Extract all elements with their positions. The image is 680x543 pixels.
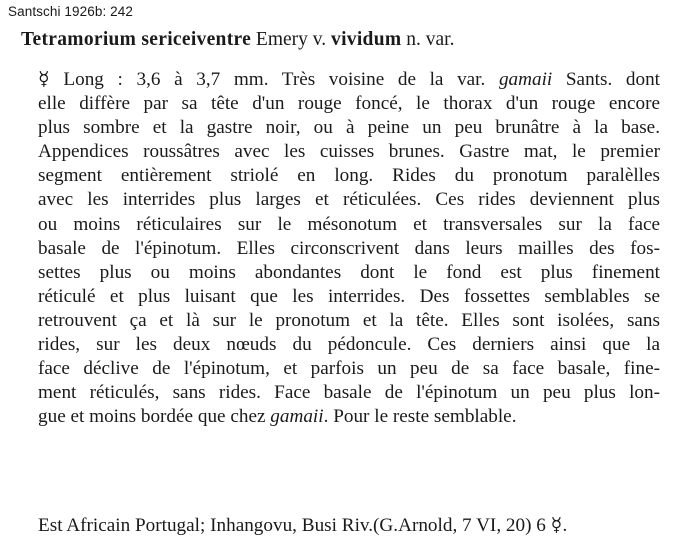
taxon-rank: n. var. [406, 29, 455, 50]
text-line: segment entièrement striolé en long. Rides du pronotum paralèlles [38, 165, 660, 187]
text-line: elle diffère par sa tête d'un rouge foncé, le thorax d'un rouge encore [38, 93, 660, 115]
variety-name: vividum [331, 29, 402, 50]
text-line: basale de l'épinotum. Elles circonscrivent dans leurs mailles des fos- [38, 237, 660, 259]
italic-term: gamaii [270, 406, 324, 428]
locality-line: Est Africain Portugal; Inhangovu, Busi Riv.(G.Arnold, 7 VI, 20) 6 ☿. [38, 515, 568, 536]
text-line: face déclive de l'épinotum, et parfois un peu de sa face basale, fine- [38, 358, 660, 380]
text-line: ou moins réticulaires sur le mésonotum et transversales sur la face [38, 213, 660, 235]
text-line: ment réticulés, sans rides. Face basale de l'épinotum un peu plus lon- [38, 382, 660, 404]
description-paragraph [20, 68, 660, 429]
text-line: rides, sur les deux nœuds du pédoncule. Ces derniers ainsi que la [38, 334, 660, 356]
text-line: plus sombre et la gastre noir, ou à peine un peu brunâtre à la base. [38, 117, 660, 139]
taxon-name: Tetramorium sericeiventre [21, 29, 252, 50]
text-line: Appendices roussâtres avec les cuisses brunes. Gastre mat, le premier [38, 141, 660, 163]
text-line: settes plus ou moins abondantes dont le fond est plus finement [38, 261, 660, 283]
text-line: réticulé et plus luisant que les interrides. Des fossettes semblables se [38, 285, 660, 307]
text-line: avec les interrides plus larges et réticulées. Ces rides deviennent plus [38, 189, 660, 211]
taxon-heading [21, 29, 454, 51]
text-line: gue et moins bordée que chez gamaii. Pour le reste semblable. [38, 406, 517, 428]
citation: Santschi 1926b: 242 [8, 4, 133, 19]
italic-term: gamaii [498, 69, 553, 90]
text-line: ☿ Long : 3,6 à 3,7 mm. Très voisine de la var. gamaii Sants. dont [38, 69, 660, 90]
taxon-author: Emery v. [255, 29, 327, 50]
text-line: retrouvent ça et là sur le pronotum et la tête. Elles sont isolées, sans [38, 309, 660, 331]
